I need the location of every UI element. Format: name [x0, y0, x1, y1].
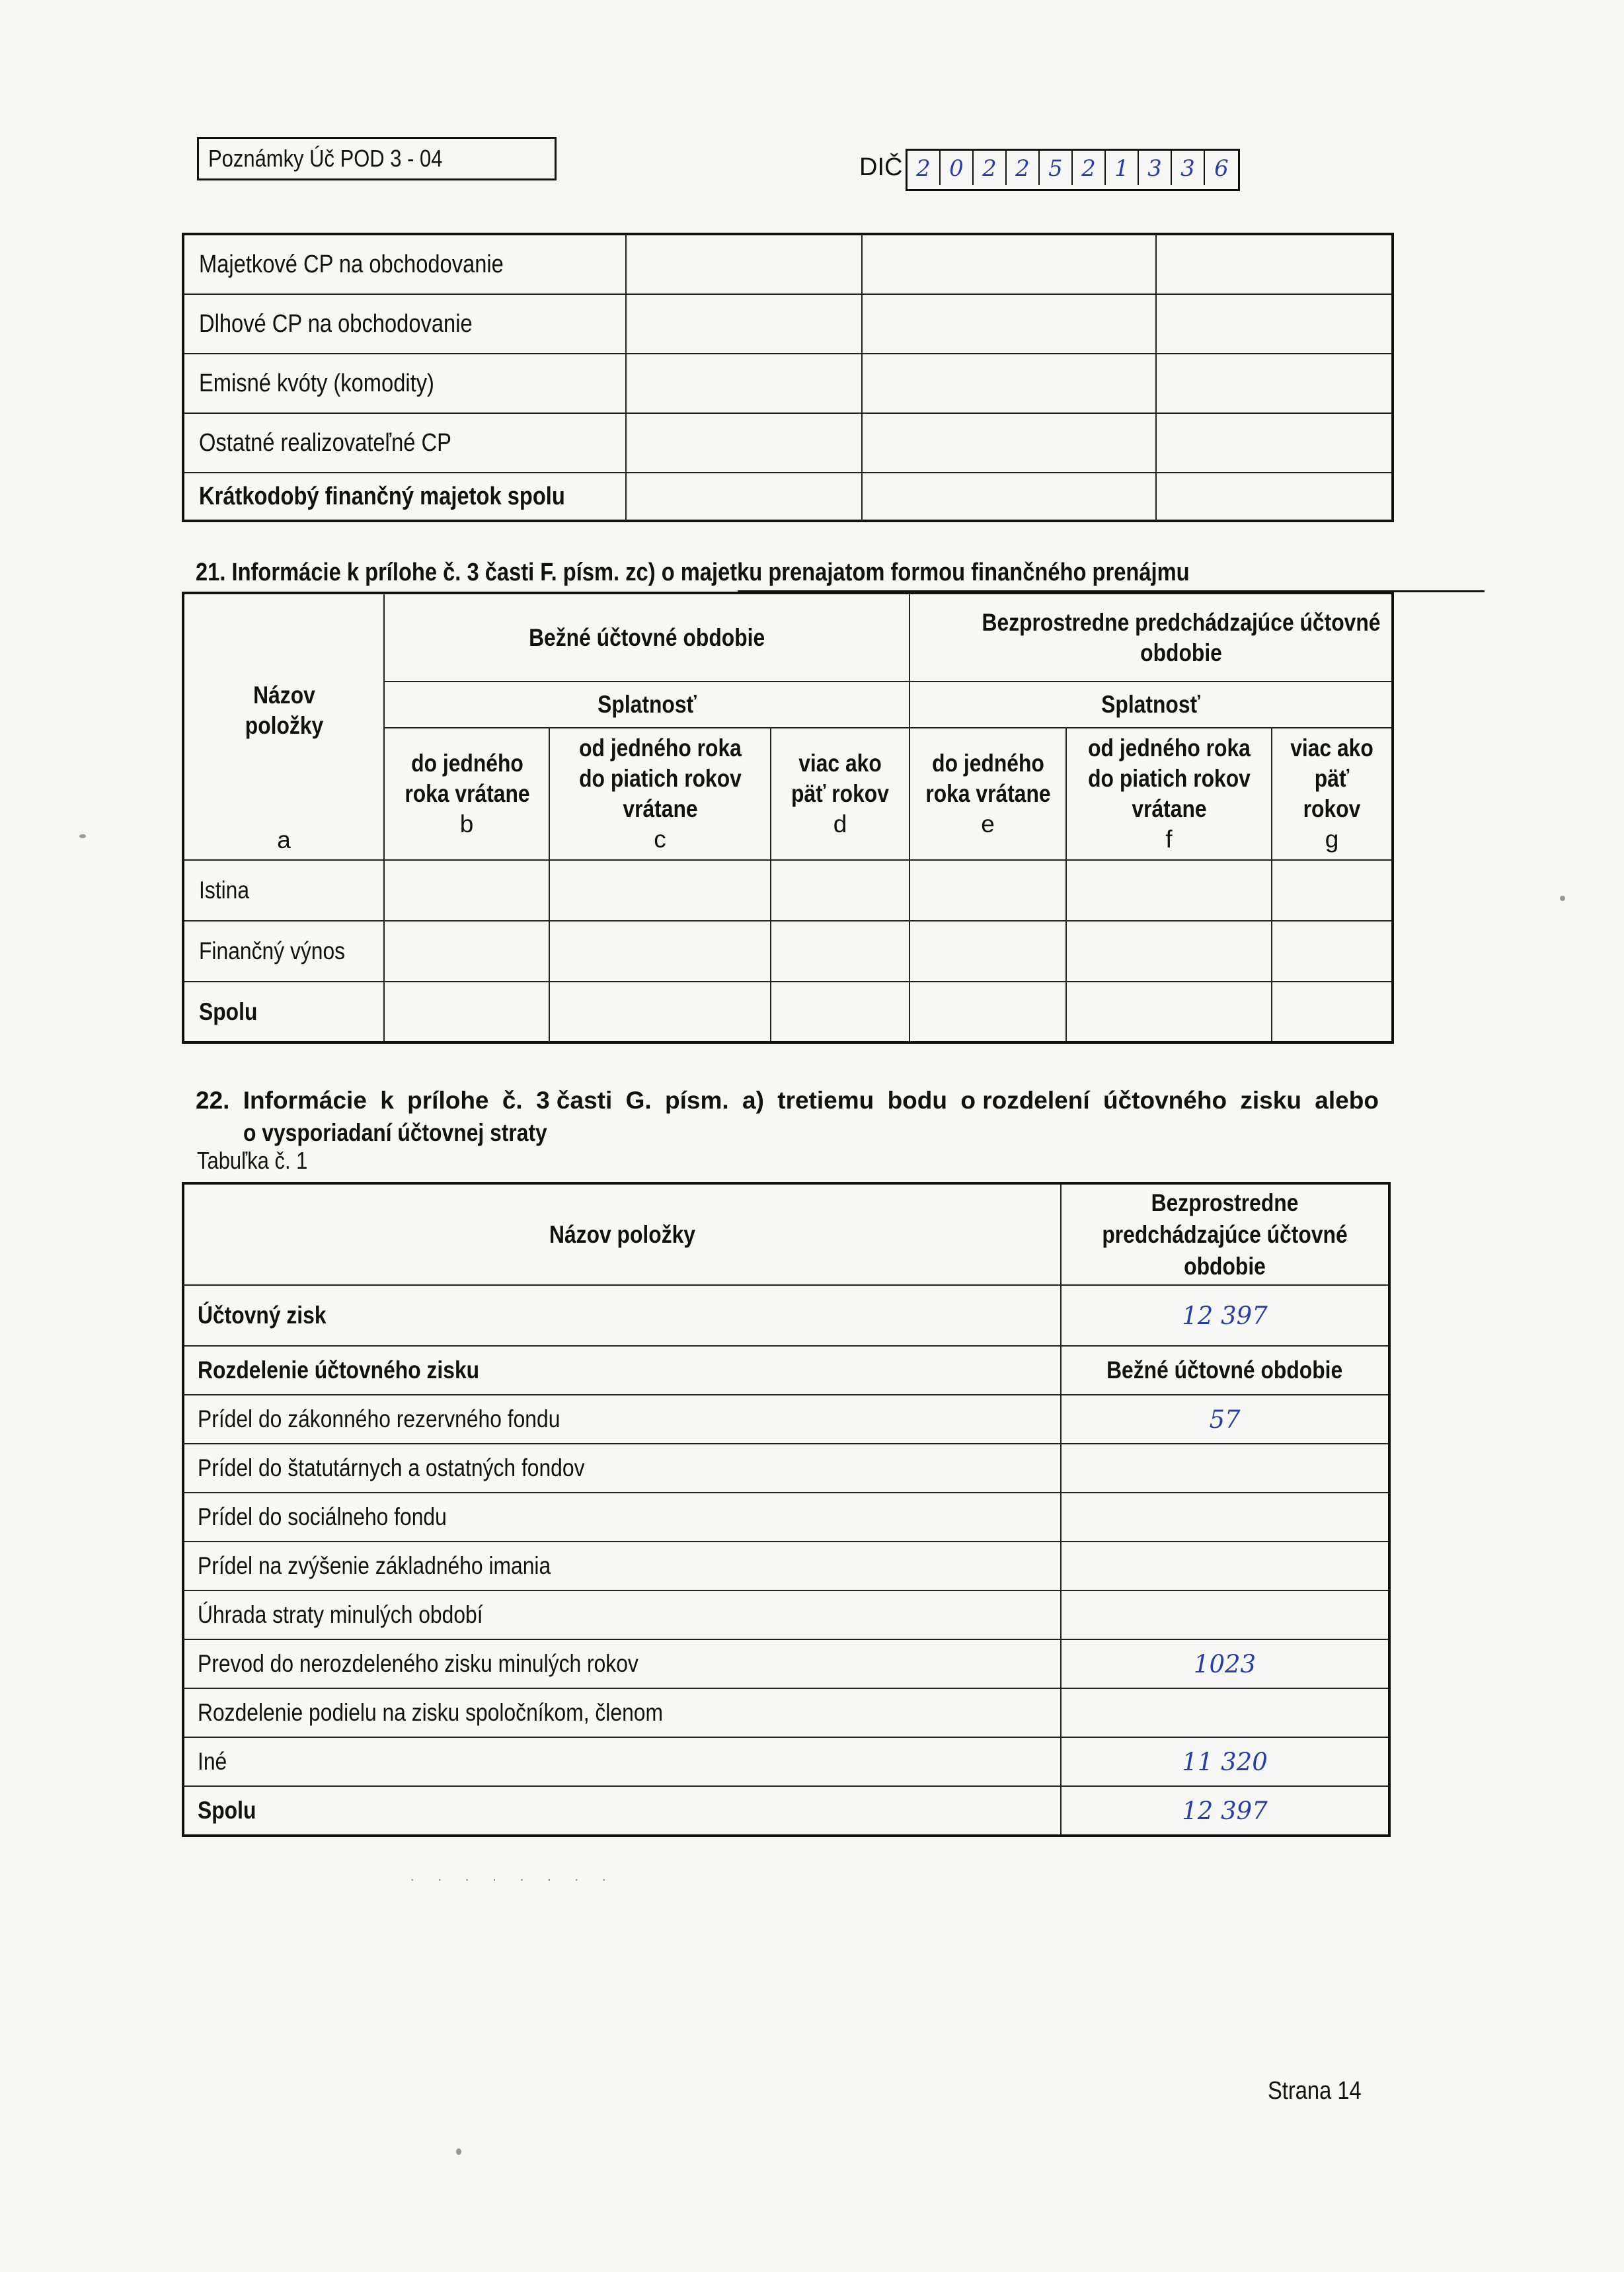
row-label: Spolu [183, 1786, 1061, 1836]
row-label: Prídel do štatutárnych a ostatných fondov [183, 1444, 1061, 1493]
value-cell[interactable] [771, 921, 909, 982]
value-cell[interactable] [626, 234, 862, 294]
table-row [183, 1639, 1389, 1688]
column-header: do jedného roka vrátane b [384, 728, 549, 860]
value-cell[interactable] [1061, 1542, 1389, 1590]
row-label: Prídel do sociálneho fondu [183, 1493, 1061, 1542]
table-row [183, 921, 1393, 982]
section-21-title: 21. Informácie k prílohe č. 3 časti F. písm. zc) o majetku prenajatom formou finančného prenájmu [196, 559, 1351, 587]
table-row [183, 1590, 1389, 1639]
table-row [183, 413, 1393, 473]
dic-digit: 2 [1007, 151, 1040, 185]
scan-dots: · · · · · · · · [410, 1871, 616, 1887]
value-cell[interactable] [771, 860, 909, 921]
value-cell[interactable] [1156, 234, 1393, 294]
value-cell[interactable] [1066, 921, 1272, 982]
row-label: Emisné kvóty (komodity) [183, 354, 626, 413]
value-cell[interactable] [1066, 982, 1272, 1042]
section-22-title: 22. Informácie k prílohe č. 3 časti G. písm. a) tretiemu bodu o rozdelení účtovného zisku alebo o vysporiadaní účtovnej straty [196, 1087, 1379, 1146]
column-header-name: Názov položky [183, 1183, 1061, 1285]
column-header: od jedného roka do piatich rokov vrátane c [549, 728, 771, 860]
value-cell[interactable] [626, 473, 862, 521]
period-current-header: Bežné účtovné obdobie [384, 593, 909, 682]
row-label: Istina [183, 860, 384, 921]
row-label: Dlhové CP na obchodovanie [183, 294, 626, 354]
maturity-header: Splatnosť [384, 682, 909, 728]
dic-digit: 3 [1172, 151, 1205, 185]
dic-digit: 1 [1106, 151, 1139, 185]
table-row [183, 1395, 1389, 1444]
row-label: Iné [183, 1737, 1061, 1786]
value-cell[interactable] [909, 982, 1066, 1042]
value-cell[interactable]: 1023 [1061, 1639, 1389, 1688]
dic-digit: 6 [1214, 155, 1229, 182]
dic-digit: 2 [908, 151, 941, 185]
table-row [183, 234, 1393, 294]
total-row [183, 982, 1393, 1042]
table-row [183, 294, 1393, 354]
value-cell[interactable] [1272, 982, 1393, 1042]
column-header: viac ako päť rokov d [771, 728, 909, 860]
dic-digit: 5 [1040, 151, 1073, 185]
row-label: Prídel do zákonného rezervného fondu [183, 1395, 1061, 1444]
maturity-header: Splatnosť [909, 682, 1393, 728]
table-row [183, 860, 1393, 921]
table-row [183, 1737, 1389, 1786]
value-cell[interactable] [626, 354, 862, 413]
value-cell[interactable] [1066, 860, 1272, 921]
dic-digit: 2 [974, 151, 1007, 185]
value-cell[interactable] [626, 413, 862, 473]
table-caption: Tabuľka č. 1 [197, 1147, 308, 1174]
value-cell[interactable]: 57 [1061, 1395, 1389, 1444]
value-cell[interactable] [771, 982, 909, 1042]
value-cell[interactable] [384, 982, 549, 1042]
row-label: Rozdelenie účtovného zisku [183, 1346, 1061, 1395]
row-label: Úhrada straty minulých období [183, 1590, 1061, 1639]
value-cell[interactable]: 11 320 [1061, 1737, 1389, 1786]
value-cell[interactable] [862, 413, 1156, 473]
row-label: Finančný výnos [183, 921, 384, 982]
value-cell[interactable] [1156, 354, 1393, 413]
value-cell[interactable] [1272, 921, 1393, 982]
row-label: Ostatné realizovateľné CP [183, 413, 626, 473]
column-header-period: Bezprostredne predchádzajúce účtovné obdobie [1061, 1183, 1389, 1285]
value-cell[interactable] [909, 860, 1066, 921]
row-label: Krátkodobý finančný majetok spolu [183, 473, 626, 521]
value-cell[interactable] [862, 234, 1156, 294]
value-cell[interactable] [549, 982, 771, 1042]
value-cell[interactable] [909, 921, 1066, 982]
dic-digit: 3 [1139, 151, 1172, 185]
dic-digit: 0 [941, 151, 974, 185]
column-header: od jedného roka do piatich rokov vrátane f [1066, 728, 1272, 860]
column-header: do jedného roka vrátane e [909, 728, 1066, 860]
dic-digit: 2 [1073, 151, 1106, 185]
dic-field[interactable] [906, 149, 1240, 191]
page-number: Strana 14 [1268, 2077, 1362, 2105]
table-row [183, 1542, 1389, 1590]
dic-label: DIČ [859, 153, 903, 181]
value-cell[interactable] [1156, 413, 1393, 473]
period-previous-header: Bezprostredne predchádzajúce účtovné obdobie [909, 593, 1393, 682]
column-header: viac ako päť rokov g [1272, 728, 1393, 860]
value-cell[interactable] [1156, 473, 1393, 521]
value-cell[interactable] [1061, 1493, 1389, 1542]
row-label: Prídel na zvýšenie základného imania [183, 1542, 1061, 1590]
short-term-financial-assets-table [182, 233, 1394, 522]
value-cell[interactable]: 12 397 [1061, 1285, 1389, 1346]
table-row [183, 354, 1393, 413]
row-label: Účtovný zisk [183, 1285, 1061, 1346]
subheader-period: Bežné účtovné obdobie [1061, 1346, 1389, 1395]
value-cell[interactable] [1061, 1590, 1389, 1639]
value-cell[interactable] [862, 473, 1156, 521]
value-cell[interactable] [1156, 294, 1393, 354]
value-cell[interactable] [862, 294, 1156, 354]
row-label: Rozdelenie podielu na zisku spoločníkom, členom [183, 1688, 1061, 1737]
value-cell[interactable] [384, 860, 549, 921]
total-row [183, 1786, 1389, 1836]
row-label: Spolu [183, 982, 384, 1042]
profit-distribution-table [182, 1182, 1391, 1837]
value-cell[interactable] [549, 921, 771, 982]
value-cell[interactable]: 12 397 [1061, 1786, 1389, 1836]
value-cell[interactable] [549, 860, 771, 921]
form-label: Poznámky Úč POD 3 - 04 [208, 145, 443, 172]
value-cell[interactable] [384, 921, 549, 982]
finance-lease-table [182, 592, 1394, 1044]
form-label-box [197, 137, 557, 180]
row-label: Majetkové CP na obchodovanie [183, 234, 626, 294]
value-cell[interactable] [1061, 1444, 1389, 1493]
table-row [183, 1346, 1389, 1395]
column-header-name: Názov položky a [183, 593, 384, 860]
value-cell[interactable] [1272, 860, 1393, 921]
table-row [183, 1688, 1389, 1737]
value-cell[interactable] [862, 354, 1156, 413]
letter-a: a [277, 826, 291, 853]
table-row [183, 1444, 1389, 1493]
total-row [183, 473, 1393, 521]
table-row [183, 1285, 1389, 1346]
row-label: Prevod do nerozdeleného zisku minulých rokov [183, 1639, 1061, 1688]
value-cell[interactable] [626, 294, 862, 354]
table-row [183, 1493, 1389, 1542]
value-cell[interactable] [1061, 1688, 1389, 1737]
